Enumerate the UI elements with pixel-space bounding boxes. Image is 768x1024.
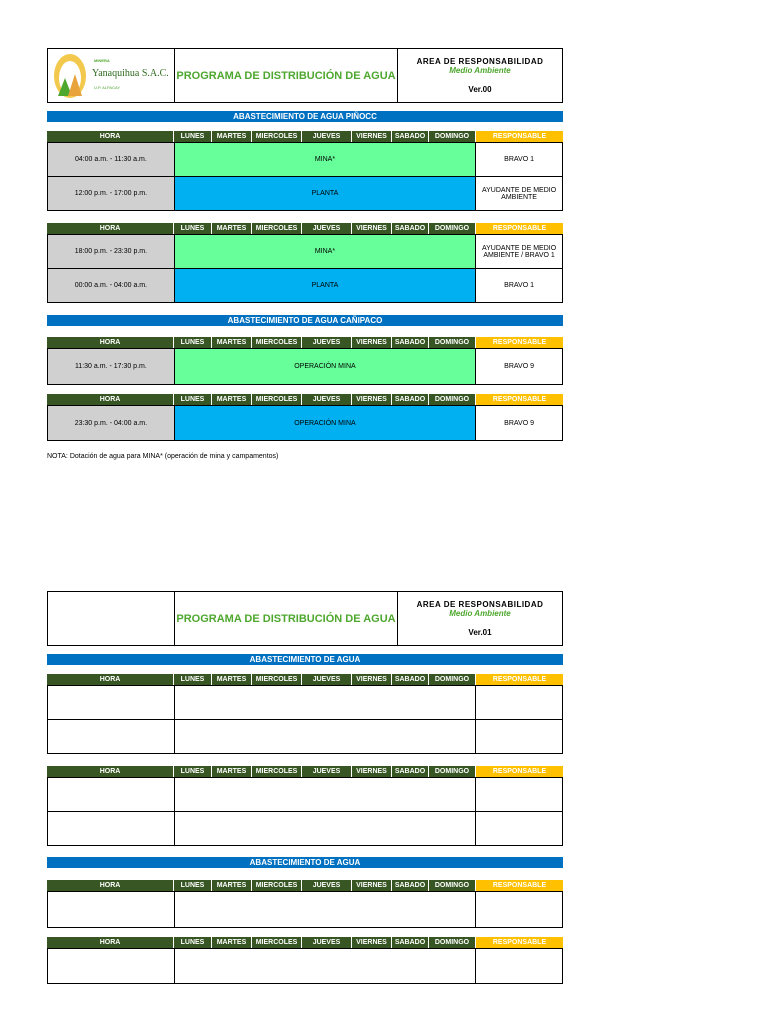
col-jueves: JUEVES <box>302 394 352 405</box>
cell-responsable: AYUDANTE DE MEDIO AMBIENTE <box>476 177 563 210</box>
col-hora: HORA <box>47 674 174 685</box>
cell-hora <box>48 892 175 927</box>
cell-responsable: BRAVO 1 <box>476 143 563 176</box>
doc1-section1-band: ABASTECIMIENTO DE AGUA PIÑOCC <box>47 111 563 122</box>
col-miercoles: MIERCOLES <box>252 674 302 685</box>
doc1-note: NOTA: Dotación de agua para MINA* (operación de mina y campamentos) <box>47 453 279 460</box>
col-lunes: LUNES <box>174 880 212 891</box>
col-hora: HORA <box>47 766 174 777</box>
col-jueves: JUEVES <box>302 674 352 685</box>
doc2-section1-band: ABASTECIMIENTO DE AGUA <box>47 654 563 665</box>
col-domingo: DOMINGO <box>429 674 476 685</box>
table-header <box>47 937 563 948</box>
col-hora: HORA <box>47 937 174 948</box>
table-3 <box>47 337 563 385</box>
table-row <box>47 892 563 928</box>
col-viernes: VIERNES <box>352 880 392 891</box>
col-lunes: LUNES <box>174 394 212 405</box>
cell-responsable: AYUDANTE DE MEDIO AMBIENTE / BRAVO 1 <box>476 235 563 268</box>
col-jueves: JUEVES <box>302 223 352 234</box>
col-domingo: DOMINGO <box>429 131 476 142</box>
cell-hora: 18:00 p.m. - 23:30 p.m. <box>48 235 175 268</box>
doc2-version: Ver.01 <box>468 628 492 637</box>
doc1-area-block <box>398 49 562 102</box>
logo-line1: MINERA <box>94 58 110 63</box>
cell-hora: 04:00 a.m. - 11:30 a.m. <box>48 143 175 176</box>
doc1-area-value: Medio Ambiente <box>449 66 511 75</box>
col-responsable: RESPONSABLE <box>476 937 563 948</box>
cell-actividad <box>175 892 476 927</box>
table-header <box>47 223 563 234</box>
col-hora: HORA <box>47 394 174 405</box>
table-row <box>47 720 563 754</box>
cell-responsable <box>476 720 563 753</box>
col-sabado: SABADO <box>392 674 429 685</box>
col-miercoles: MIERCOLES <box>252 337 302 348</box>
cell-hora <box>48 778 175 811</box>
col-domingo: DOMINGO <box>429 394 476 405</box>
cell-actividad <box>175 949 476 983</box>
table-5 <box>47 674 563 754</box>
col-martes: MARTES <box>212 131 252 142</box>
col-jueves: JUEVES <box>302 337 352 348</box>
doc2-header <box>47 591 563 646</box>
col-responsable: RESPONSABLE <box>476 131 563 142</box>
col-responsable: RESPONSABLE <box>476 766 563 777</box>
cell-responsable <box>476 812 563 845</box>
doc2-area-block <box>398 592 562 645</box>
col-viernes: VIERNES <box>352 337 392 348</box>
col-jueves: JUEVES <box>302 937 352 948</box>
doc1-title: PROGRAMA DE DISTRIBUCIÓN DE AGUA <box>175 49 398 102</box>
doc1-header <box>47 48 563 103</box>
col-responsable: RESPONSABLE <box>476 337 563 348</box>
table-1 <box>47 131 563 211</box>
col-hora: HORA <box>47 131 174 142</box>
doc2-title: PROGRAMA DE DISTRIBUCIÓN DE AGUA <box>175 592 398 645</box>
table-row <box>47 406 563 441</box>
col-responsable: RESPONSABLE <box>476 394 563 405</box>
table-6 <box>47 766 563 846</box>
col-miercoles: MIERCOLES <box>252 937 302 948</box>
col-sabado: SABADO <box>392 223 429 234</box>
table-row <box>47 177 563 211</box>
col-miercoles: MIERCOLES <box>252 394 302 405</box>
logo-line3: U.P. ALPACAY <box>94 85 121 90</box>
col-hora: HORA <box>47 223 174 234</box>
cell-responsable: BRAVO 9 <box>476 349 563 384</box>
col-lunes: LUNES <box>174 337 212 348</box>
col-viernes: VIERNES <box>352 766 392 777</box>
cell-hora <box>48 949 175 983</box>
table-header <box>47 674 563 685</box>
cell-actividad: OPERACIÓN MINA <box>175 406 476 440</box>
col-jueves: JUEVES <box>302 880 352 891</box>
col-martes: MARTES <box>212 880 252 891</box>
col-viernes: VIERNES <box>352 937 392 948</box>
cell-hora: 12:00 p.m. - 17:00 p.m. <box>48 177 175 210</box>
col-sabado: SABADO <box>392 337 429 348</box>
col-lunes: LUNES <box>174 766 212 777</box>
cell-actividad <box>175 720 476 753</box>
doc2-area-value: Medio Ambiente <box>449 609 511 618</box>
table-row <box>47 949 563 984</box>
col-responsable: RESPONSABLE <box>476 880 563 891</box>
cell-hora <box>48 686 175 719</box>
table-header <box>47 337 563 348</box>
col-viernes: VIERNES <box>352 131 392 142</box>
col-miercoles: MIERCOLES <box>252 880 302 891</box>
cell-responsable <box>476 892 563 927</box>
col-responsable: RESPONSABLE <box>476 223 563 234</box>
table-row <box>47 686 563 720</box>
col-martes: MARTES <box>212 937 252 948</box>
cell-actividad: OPERACIÓN MINA <box>175 349 476 384</box>
cell-responsable: BRAVO 1 <box>476 269 563 302</box>
col-miercoles: MIERCOLES <box>252 131 302 142</box>
cell-hora: 00:00 a.m. - 04:00 a.m. <box>48 269 175 302</box>
col-jueves: JUEVES <box>302 766 352 777</box>
col-hora: HORA <box>47 337 174 348</box>
col-viernes: VIERNES <box>352 223 392 234</box>
col-viernes: VIERNES <box>352 394 392 405</box>
logo-cell <box>48 49 175 102</box>
col-miercoles: MIERCOLES <box>252 223 302 234</box>
table-row <box>47 269 563 303</box>
col-viernes: VIERNES <box>352 674 392 685</box>
cell-hora <box>48 812 175 845</box>
col-miercoles: MIERCOLES <box>252 766 302 777</box>
col-martes: MARTES <box>212 674 252 685</box>
col-lunes: LUNES <box>174 223 212 234</box>
cell-actividad <box>175 778 476 811</box>
table-row <box>47 235 563 269</box>
col-domingo: DOMINGO <box>429 337 476 348</box>
cell-responsable <box>476 778 563 811</box>
col-domingo: DOMINGO <box>429 766 476 777</box>
table-row <box>47 812 563 846</box>
col-responsable: RESPONSABLE <box>476 674 563 685</box>
table-header <box>47 131 563 142</box>
table-row <box>47 778 563 812</box>
cell-responsable <box>476 686 563 719</box>
cell-actividad: MINA* <box>175 143 476 176</box>
table-row <box>47 143 563 177</box>
doc2-area-label: AREA DE RESPONSABILIDAD <box>416 600 544 609</box>
cell-responsable <box>476 949 563 983</box>
col-sabado: SABADO <box>392 937 429 948</box>
col-sabado: SABADO <box>392 131 429 142</box>
cell-actividad <box>175 686 476 719</box>
table-header <box>47 766 563 777</box>
col-sabado: SABADO <box>392 394 429 405</box>
table-7 <box>47 880 563 928</box>
cell-actividad: PLANTA <box>175 269 476 302</box>
doc2-section2-band: ABASTECIMIENTO DE AGUA <box>47 857 563 868</box>
logo-name: Yanaquihua S.A.C. <box>92 68 169 79</box>
col-domingo: DOMINGO <box>429 223 476 234</box>
col-hora: HORA <box>47 880 174 891</box>
table-8 <box>47 937 563 984</box>
doc2-logo-cell <box>48 592 175 645</box>
col-lunes: LUNES <box>174 131 212 142</box>
cell-actividad <box>175 812 476 845</box>
yanaquihua-logo-icon <box>52 52 88 100</box>
doc1-version: Ver.00 <box>468 85 492 94</box>
cell-actividad: MINA* <box>175 235 476 268</box>
table-row <box>47 349 563 385</box>
cell-hora: 11:30 a.m. - 17:30 p.m. <box>48 349 175 384</box>
table-header <box>47 880 563 891</box>
cell-actividad: PLANTA <box>175 177 476 210</box>
cell-responsable: BRAVO 9 <box>476 406 563 440</box>
col-lunes: LUNES <box>174 937 212 948</box>
cell-hora: 23:30 p.m. - 04:00 a.m. <box>48 406 175 440</box>
table-header <box>47 394 563 405</box>
table-2 <box>47 223 563 303</box>
col-jueves: JUEVES <box>302 131 352 142</box>
cell-hora <box>48 720 175 753</box>
col-lunes: LUNES <box>174 674 212 685</box>
col-martes: MARTES <box>212 394 252 405</box>
table-4 <box>47 394 563 441</box>
col-sabado: SABADO <box>392 766 429 777</box>
col-domingo: DOMINGO <box>429 937 476 948</box>
doc1-section2-band: ABASTECIMIENTO DE AGUA CAÑIPACO <box>47 315 563 326</box>
col-martes: MARTES <box>212 766 252 777</box>
doc1-area-label: AREA DE RESPONSABILIDAD <box>416 57 544 66</box>
col-sabado: SABADO <box>392 880 429 891</box>
col-martes: MARTES <box>212 223 252 234</box>
col-martes: MARTES <box>212 337 252 348</box>
col-domingo: DOMINGO <box>429 880 476 891</box>
